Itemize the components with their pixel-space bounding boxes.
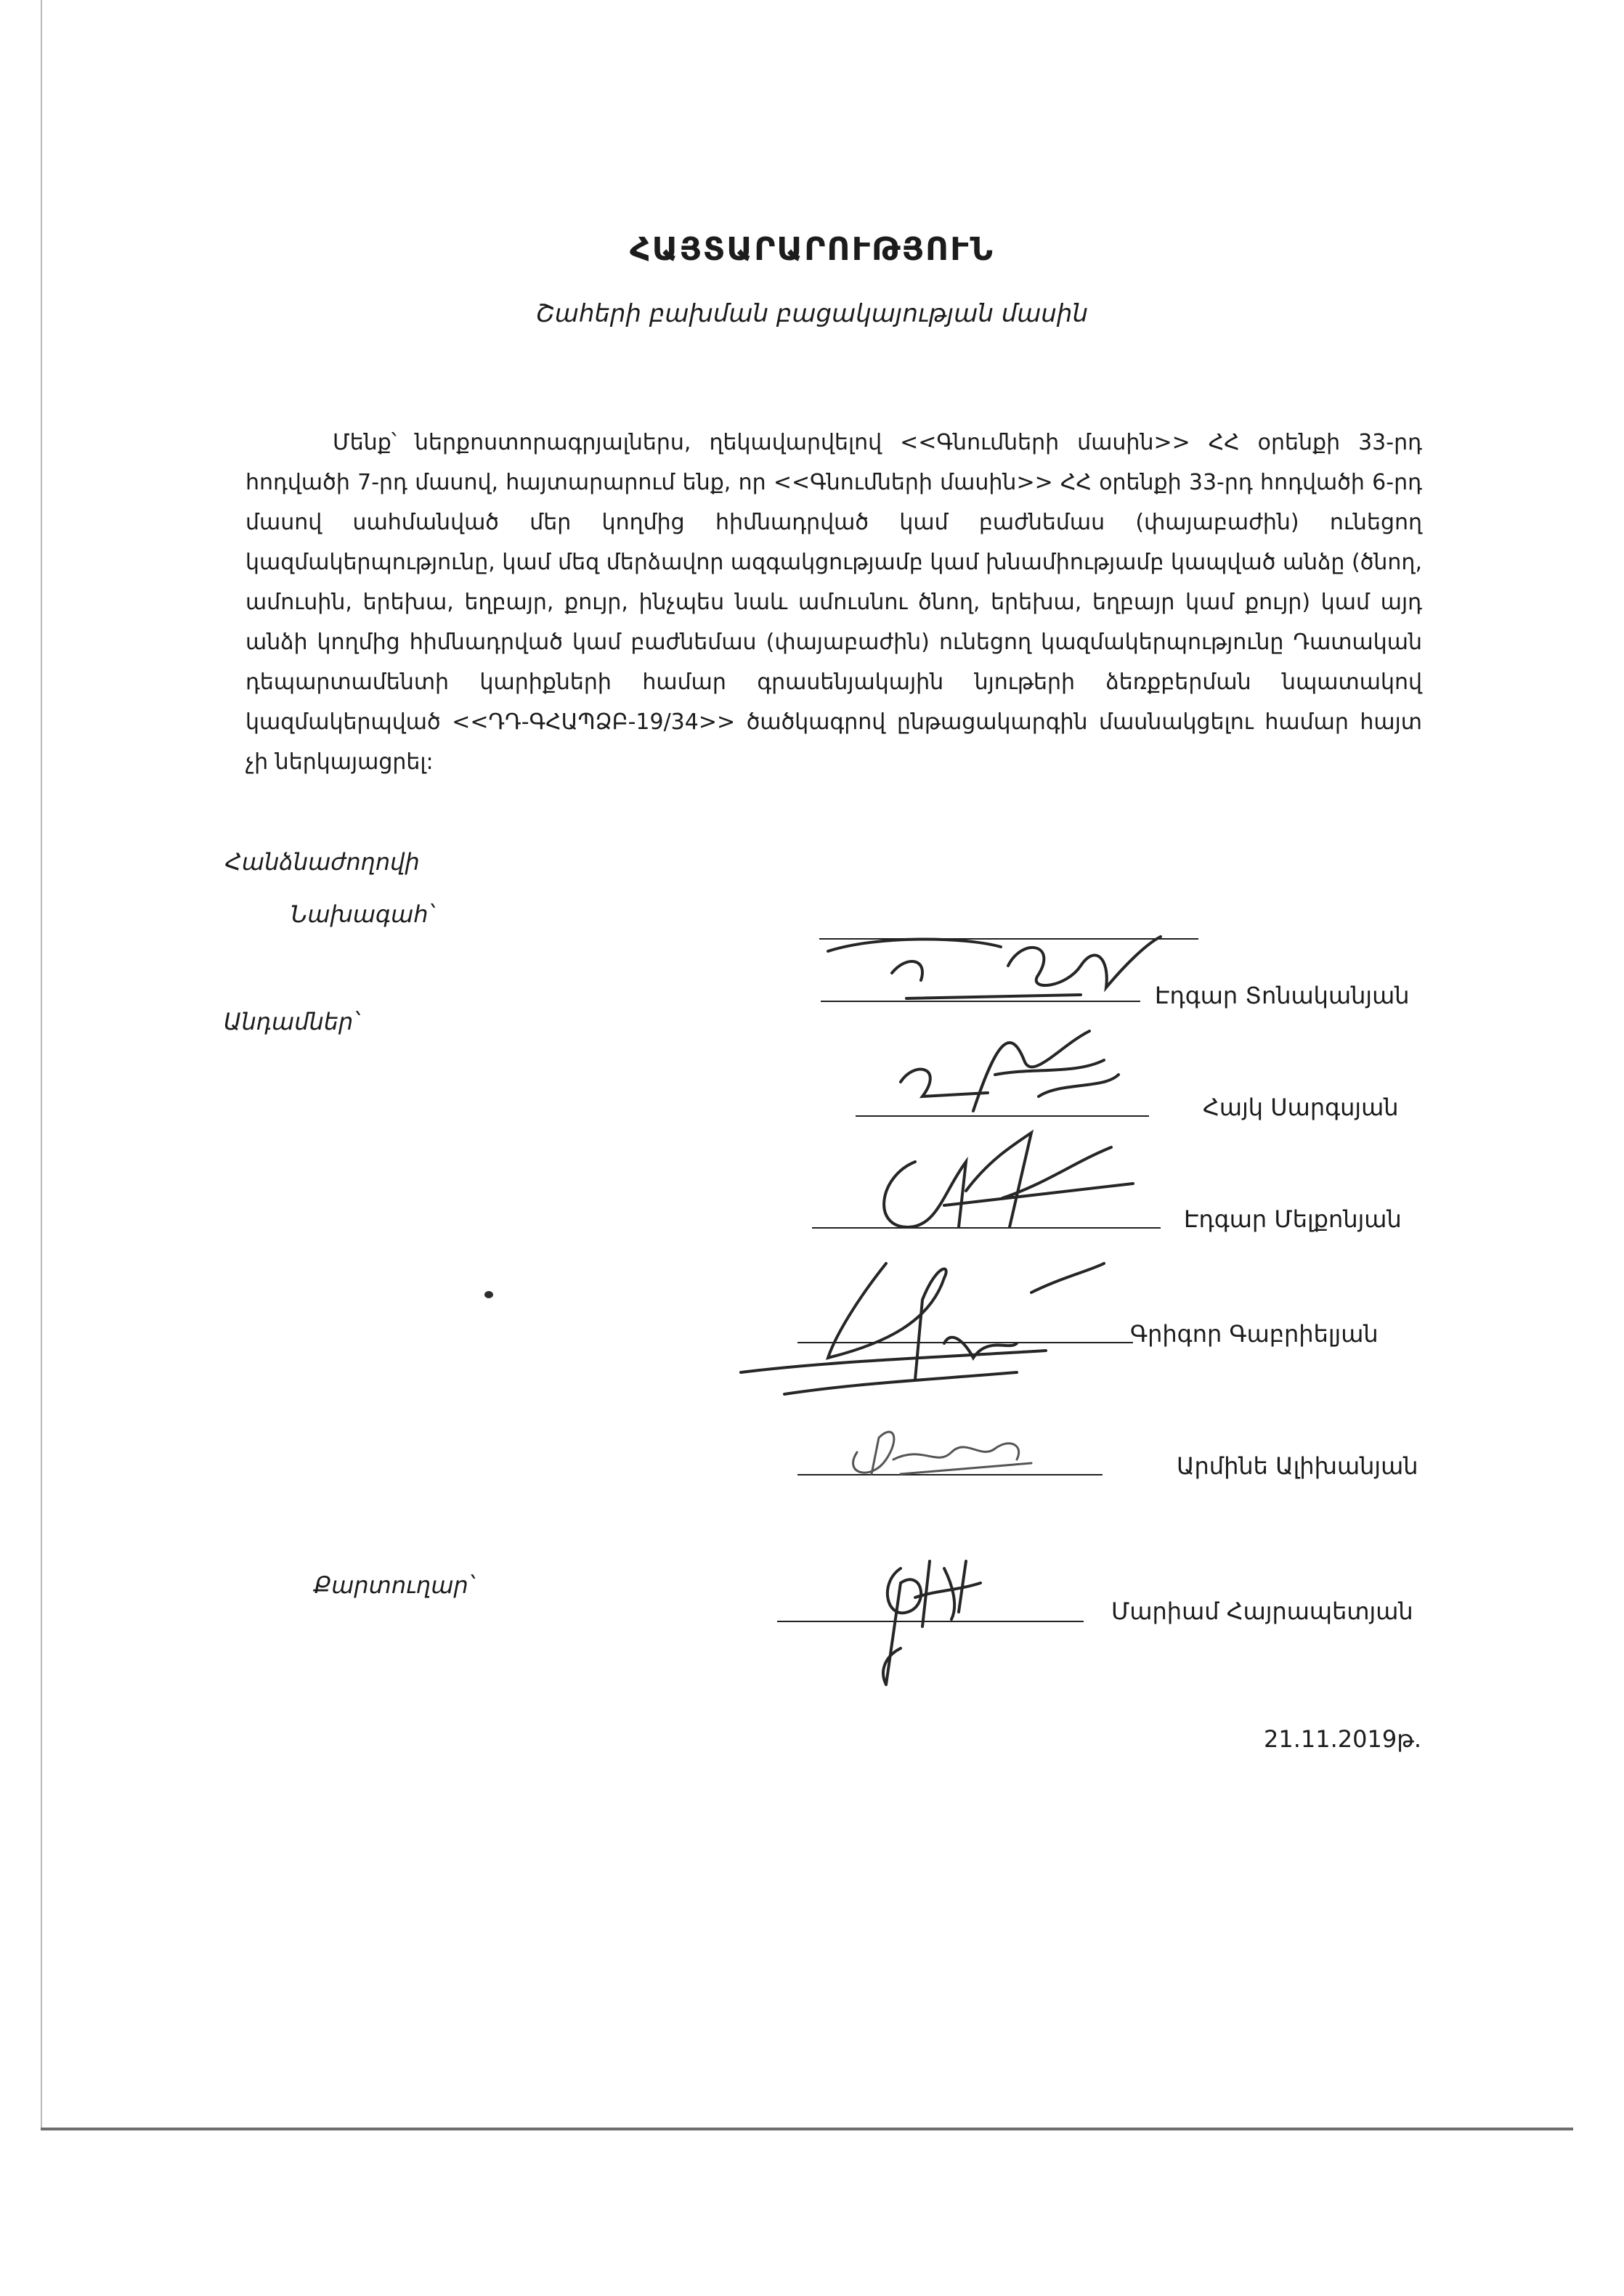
signatory-name-4: Գրիգոր Գաբրիելյան xyxy=(1130,1320,1379,1348)
signatory-name-2: Հայկ Սարգսյան xyxy=(1203,1094,1399,1121)
committee-heading: Հանձնաժողովի xyxy=(225,848,420,876)
declaration-body: Մենք՝ ներքոստորագրյալներս, ղեկավարվելով <<Գնումների մասին>> ՀՀ օրենքի 33-րդ հոդվածի 7-րդ մասով, հայտարարում ենք, որ <<Գնումների մասին>> ՀՀ օրենքի 33-րդ հոդվածի 6-րդ մասով սահմանված մեր կողմից հիմնադրված կամ բաժնեմաս (փայաբաժին) ունեցող կազմակերպությունը, կամ մեզ մերձավոր ազգակցությամբ կամ խնամիությամբ կապված անձը (ծնող, ամուսին, երեխա, եղբայր, քույր, ինչպես նաև ամուսնու ծնող, երեխա, եղբայր կամ քույր) կամ այդ անձի կողմից հիմնադրված կամ բաժնեմաս (փայաբաժին) ունեցող կազմակերպությունը Դատական դեպարտամենտի կարիքների համար գրասենյակային նյութերի ձեռքբերման նպատակով կազմակերպված <<ԴԴ-ԳՀԱՊՁԲ-19/34>> ծածկագրով ընթացակարգին մասնակցելու համար հայտ չի ներկայացրել: xyxy=(245,430,1422,775)
signature-3 xyxy=(857,1118,1162,1249)
document-date: 21.11.2019թ. xyxy=(1264,1725,1422,1753)
signature-2 xyxy=(886,1017,1148,1125)
signature-1 xyxy=(819,922,1182,1017)
ink-speck xyxy=(484,1291,493,1298)
secretary-label: Քարտուղար՝ xyxy=(314,1571,474,1599)
members-label: Անդամներ՝ xyxy=(224,1008,359,1035)
page-edge-bottom xyxy=(41,2128,1573,2130)
signature-4 xyxy=(712,1234,1118,1409)
document-subtitle: Շահերի բախման բացակայության մասին xyxy=(535,299,1089,328)
signatory-name-5: Արմինե Ալիխանյան xyxy=(1177,1452,1418,1480)
chair-label: Նախագահ՝ xyxy=(291,900,434,928)
signature-6 xyxy=(857,1539,1017,1699)
signatory-name-6: Մարիամ Հայրապետյան xyxy=(1111,1597,1413,1625)
signatory-name-3: Էդգար Մելքոնյան xyxy=(1184,1205,1402,1233)
signatory-name-1: Էդգար Տոնականյան xyxy=(1155,982,1410,1009)
document-title: ՀԱՅՏԱՐԱՐՈՒԹՅՈՒՆ xyxy=(630,231,994,268)
signature-5 xyxy=(828,1409,1046,1489)
